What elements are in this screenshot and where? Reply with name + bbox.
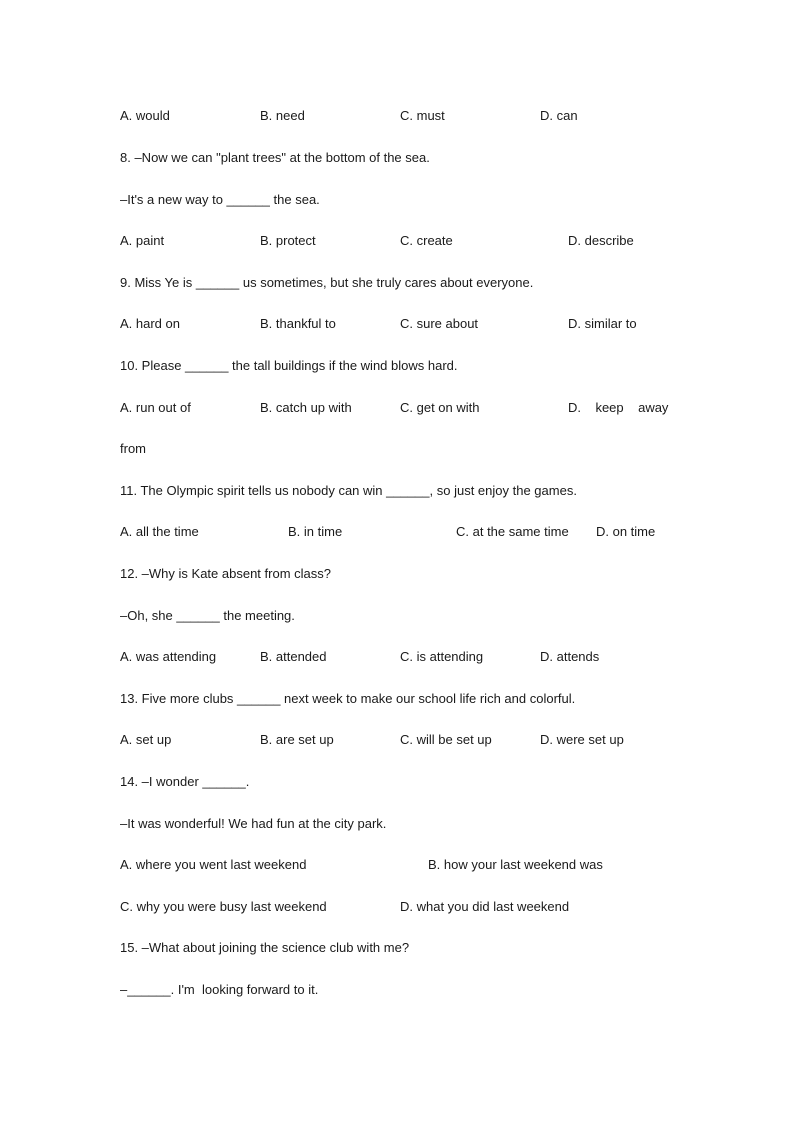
q9-option-b: B. thankful to bbox=[260, 316, 336, 331]
q10-option-a: A. run out of bbox=[120, 400, 191, 415]
q7-option-d: D. can bbox=[540, 108, 578, 123]
q13-question: 13. Five more clubs ______ next week to make our school life rich and colorful. bbox=[120, 691, 576, 706]
q8-option-b: B. protect bbox=[260, 233, 316, 248]
q7-option-a: A. would bbox=[120, 108, 170, 123]
q8-option-d: D. describe bbox=[568, 233, 634, 248]
q12-option-c: C. is attending bbox=[400, 649, 484, 664]
q8-reply: –It's a new way to ______ the sea. bbox=[120, 192, 320, 207]
q11-option-b: B. in time bbox=[288, 524, 343, 539]
q9-option-c: C. sure about bbox=[400, 316, 479, 331]
q9-option-a: A. hard on bbox=[120, 316, 180, 331]
q14-reply: –It was wonderful! We had fun at the city park. bbox=[120, 816, 387, 831]
q15-question: 15. –What about joining the science club with me? bbox=[120, 940, 410, 955]
q13-option-b: B. are set up bbox=[260, 732, 334, 747]
q12-question: 12. –Why is Kate absent from class? bbox=[120, 566, 331, 581]
q10-option-c: C. get on with bbox=[400, 400, 480, 415]
q12-option-b: B. attended bbox=[260, 649, 327, 664]
q8-option-a: A. paint bbox=[120, 233, 165, 248]
q10-option-b: B. catch up with bbox=[260, 400, 352, 415]
q14-option-d: D. what you did last weekend bbox=[400, 899, 570, 914]
q13-option-d: D. were set up bbox=[540, 732, 624, 747]
q8-option-c: C. create bbox=[400, 233, 453, 248]
q10-option-d: D. keep away bbox=[568, 400, 669, 415]
q8-question: 8. –Now we can "plant trees" at the bottom of the sea. bbox=[120, 150, 430, 165]
q13-option-c: C. will be set up bbox=[400, 732, 492, 747]
q12-reply: –Oh, she ______ the meeting. bbox=[120, 608, 295, 623]
q14-option-a: A. where you went last weekend bbox=[120, 857, 307, 872]
q10-question: 10. Please ______ the tall buildings if the wind blows hard. bbox=[120, 358, 458, 373]
q14-option-c: C. why you were busy last weekend bbox=[120, 899, 327, 914]
q7-option-b: B. need bbox=[260, 108, 305, 123]
q14-question: 14. –I wonder ______. bbox=[120, 774, 250, 789]
q9-question: 9. Miss Ye is ______ us sometimes, but she truly cares about everyone. bbox=[120, 275, 534, 290]
q11-option-a: A. all the time bbox=[120, 524, 199, 539]
q11-option-d: D. on time bbox=[596, 524, 656, 539]
q7-option-c: C. must bbox=[400, 108, 445, 123]
q10-option-d-wrap: from bbox=[120, 441, 146, 456]
q9-option-d: D. similar to bbox=[568, 316, 637, 331]
q11-question: 11. The Olympic spirit tells us nobody can win ______, so just enjoy the games. bbox=[120, 483, 577, 498]
q11-option-c: C. at the same time bbox=[456, 524, 569, 539]
q12-option-a: A. was attending bbox=[120, 649, 217, 664]
q12-option-d: D. attends bbox=[540, 649, 600, 664]
q13-option-a: A. set up bbox=[120, 732, 172, 747]
q14-option-b: B. how your last weekend was bbox=[428, 857, 603, 872]
q15-reply: –______. I'm looking forward to it. bbox=[120, 982, 319, 997]
